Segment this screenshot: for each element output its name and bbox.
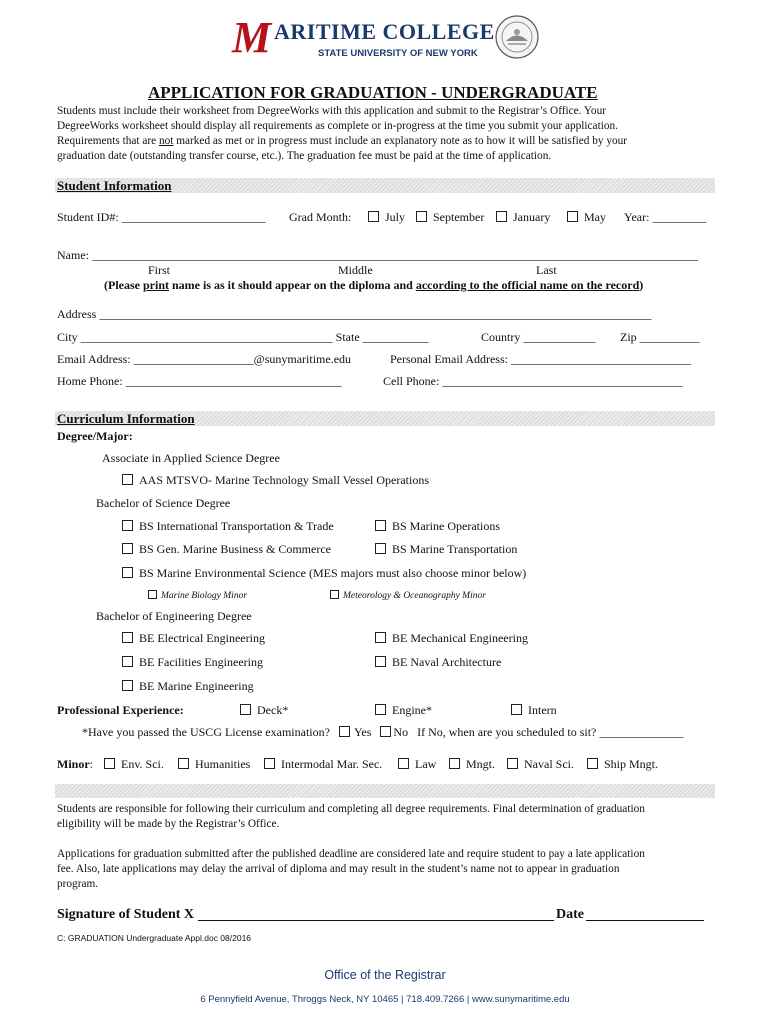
option-be-naval-arch[interactable] <box>375 655 501 669</box>
minor-row <box>57 757 93 771</box>
option-label: BS Gen. Marine Business & Commerce <box>139 542 331 556</box>
prof-intern[interactable] <box>511 703 557 717</box>
intro-line-3-not: not <box>158 135 174 147</box>
option-label: Yes <box>353 725 372 739</box>
intro-line-3-a: Requirements that are <box>57 135 159 147</box>
signature-label: Signature of Student X <box>57 907 195 922</box>
option-label: Naval Sci. <box>524 757 574 771</box>
student-id-field[interactable]: Student ID#: ________________________ <box>57 210 266 224</box>
option-label: No <box>393 725 409 739</box>
option-label: BE Marine Engineering <box>139 679 254 693</box>
option-bs-mes[interactable] <box>122 566 526 580</box>
notes-p2-line3: program. <box>57 878 99 890</box>
option-label: Intermodal Mar. Sec. <box>281 757 383 771</box>
minor-colon: : <box>89 757 94 771</box>
name-middle-label: Middle <box>338 263 373 277</box>
checkbox-icon <box>398 758 409 769</box>
option-bs-marine-transport[interactable] <box>375 542 517 556</box>
date-line[interactable] <box>586 920 704 921</box>
city-state-field[interactable]: City __________________________________________ State ___________ <box>57 330 429 344</box>
footer-address: 6 Pennyfield Avenue, Throggs Neck, NY 10465 | 718.409.7266 | www.sunymaritime.edu <box>200 994 570 1005</box>
personal-email-field[interactable]: Personal Email Address: ______________________________ <box>390 352 691 366</box>
minor-meteorology[interactable] <box>330 589 486 603</box>
option-label: Mngt. <box>466 757 496 771</box>
notes-p1-line1: Students are responsible for following their curriculum and completing all degree requirements. Final determination of graduation <box>57 803 645 815</box>
address-field[interactable]: Address ____________________________________________________________________________________________ <box>57 307 652 321</box>
home-phone-field[interactable]: Home Phone: ____________________________________ <box>57 374 342 388</box>
intro-line-3 <box>57 134 627 148</box>
notes-p2-line1: Applications for graduation submitted after the published deadline are considered late and require student to pay a late application <box>57 848 645 860</box>
footer-office: Office of the Registrar <box>324 968 446 982</box>
note-part: ) <box>639 278 644 292</box>
uscg-question-text: *Have you passed the USCG License examination? <box>82 725 330 739</box>
option-label: Intern <box>528 703 557 717</box>
country-field[interactable]: Country ____________ <box>481 330 596 344</box>
uscg-yes[interactable] <box>339 725 371 739</box>
checkbox-icon <box>496 211 507 222</box>
uscg-question <box>82 725 683 739</box>
option-label: Env. Sci. <box>121 757 164 771</box>
note-part: name is as it should appear on the diploma and <box>169 278 416 292</box>
checkbox-icon <box>122 680 133 691</box>
month-label: July <box>385 210 406 224</box>
minor-law[interactable] <box>398 757 436 771</box>
option-label: Marine Biology Minor <box>161 591 248 601</box>
document-reference: C: GRADUATION Undergraduate Appl.doc 08/2016 <box>57 933 252 943</box>
checkbox-icon <box>264 758 275 769</box>
month-label: May <box>584 210 606 224</box>
option-label: BE Naval Architecture <box>392 655 502 669</box>
option-label: BS Marine Transportation <box>392 542 518 556</box>
option-bs-marine-ops[interactable] <box>375 519 500 533</box>
checkbox-icon <box>240 704 251 715</box>
option-label: Law <box>415 757 437 771</box>
aas-heading: Associate in Applied Science Degree <box>102 451 280 465</box>
logo-college-name: ARITIME COLLEGE <box>274 19 495 44</box>
option-label: BS International Transportation & Trade <box>139 519 334 533</box>
option-label: Humanities <box>195 757 251 771</box>
cell-phone-field[interactable]: Cell Phone: ________________________________________ <box>383 374 683 388</box>
grad-month-label: Grad Month: <box>289 210 352 224</box>
checkbox-icon <box>511 704 522 715</box>
checkbox-icon <box>339 726 350 737</box>
option-aas-mtsvo[interactable] <box>122 473 429 487</box>
professional-experience-label: Professional Experience: <box>57 703 184 717</box>
grad-month-july[interactable] <box>368 210 405 224</box>
note-part: according to the official name on the record <box>415 278 640 292</box>
checkbox-icon <box>122 474 133 485</box>
option-bs-int-transport[interactable] <box>122 519 334 533</box>
option-label: Ship Mngt. <box>604 757 659 771</box>
degree-major-label: Degree/Major: <box>57 429 133 443</box>
checkbox-icon <box>375 704 386 715</box>
checkbox-icon <box>375 656 386 667</box>
checkbox-icon <box>104 758 115 769</box>
checkbox-icon <box>122 567 133 578</box>
name-first-label: First <box>148 263 171 277</box>
zip-field[interactable]: Zip __________ <box>620 330 700 344</box>
uscg-schedule-field[interactable]: If No, when are you scheduled to sit? ______________ <box>417 725 684 739</box>
notes-p1-line2: eligibility will be made by the Registrar’s Office. <box>57 818 280 830</box>
email-field[interactable]: Email Address: ____________________@sunymaritime.edu <box>57 352 352 366</box>
page-title: APPLICATION FOR GRADUATION - UNDERGRADUATE <box>148 83 598 102</box>
checkbox-icon <box>375 520 386 531</box>
grad-month-may[interactable] <box>567 210 606 224</box>
option-label: BS Marine Environmental Science (MES majors must also choose minor below) <box>139 566 527 580</box>
name-field[interactable]: Name: _____________________________________________________________________________________________________ <box>57 248 698 262</box>
curriculum-heading: Curriculum Information <box>57 411 195 426</box>
uscg-no[interactable] <box>380 725 408 739</box>
minor-intermodal[interactable] <box>264 757 382 771</box>
checkbox-icon <box>122 632 133 643</box>
minor-humanities[interactable] <box>178 757 250 771</box>
prof-deck[interactable] <box>240 703 288 717</box>
option-label: BE Electrical Engineering <box>139 631 265 645</box>
checkbox-icon <box>122 520 133 531</box>
college-seal-icon <box>494 14 540 60</box>
option-label: BE Mechanical Engineering <box>392 631 528 645</box>
name-last-label: Last <box>536 263 557 277</box>
minor-ship-mngt[interactable] <box>587 757 658 771</box>
option-label: AAS MTSVO- Marine Technology Small Vessel Operations <box>139 473 430 487</box>
signature-line[interactable] <box>198 920 554 921</box>
minor-naval-sci[interactable] <box>507 757 574 771</box>
student-info-heading: Student Information <box>57 178 172 193</box>
date-label: Date <box>556 907 584 922</box>
intro-line-3-c: marked as met or in progress must include an explanatory note as to how it will be satisfied by your <box>173 135 628 147</box>
checkbox-icon <box>178 758 189 769</box>
option-label: BE Facilities Engineering <box>139 655 263 669</box>
option-label: BS Marine Operations <box>392 519 500 533</box>
grad-year-field[interactable]: Year: _________ <box>624 210 707 224</box>
option-be-mechanical[interactable] <box>375 631 528 645</box>
checkbox-icon <box>507 758 518 769</box>
option-bs-gen-marine-business[interactable] <box>122 542 331 556</box>
checkbox-icon <box>375 543 386 554</box>
notes-divider <box>55 784 715 798</box>
checkbox-icon <box>122 543 133 554</box>
option-be-facilities[interactable] <box>122 655 263 669</box>
intro-line-2: DegreeWorks worksheet should display all requirements as complete or in-progress at the time you submit your application. <box>57 120 618 132</box>
checkbox-icon <box>375 632 386 643</box>
minor-mngt[interactable] <box>449 757 495 771</box>
name-instruction <box>104 278 643 292</box>
option-label: Meteorology & Oceanography Minor <box>343 591 486 601</box>
logo-letter-m: M <box>232 13 272 62</box>
minor-env-sci[interactable] <box>104 757 164 771</box>
option-be-marine-eng[interactable] <box>122 679 254 693</box>
month-label: September <box>433 210 485 224</box>
grad-month-january[interactable] <box>496 210 550 224</box>
option-label: Deck* <box>257 703 289 717</box>
checkbox-icon <box>449 758 460 769</box>
notes-p2-line2: fee. Also, late applications may delay the arrival of diploma and may result in the student’s name not to appear in graduation <box>57 863 620 875</box>
option-be-electrical[interactable] <box>122 631 265 645</box>
checkbox-icon <box>416 211 427 222</box>
month-label: January <box>513 210 551 224</box>
checkbox-icon <box>567 211 578 222</box>
prof-engine[interactable] <box>375 703 432 717</box>
note-part: print <box>142 278 169 292</box>
minor-label: Minor <box>57 757 90 771</box>
checkbox-icon <box>587 758 598 769</box>
logo-university: STATE UNIVERSITY OF NEW YORK <box>318 48 478 59</box>
checkbox-icon <box>330 590 339 599</box>
intro-line-4: graduation date (outstanding transfer course, etc.). The graduation fee must be paid at the time of application. <box>57 150 552 162</box>
intro-line-1: Students must include their worksheet from DegreeWorks with this application and submit to the Registrar’s Office. Your <box>57 105 606 117</box>
checkbox-icon <box>148 590 157 599</box>
option-label: Engine* <box>392 703 432 717</box>
minor-marine-biology[interactable] <box>148 589 247 603</box>
checkbox-icon <box>380 726 391 737</box>
note-part: (Please <box>104 278 143 292</box>
checkbox-icon <box>368 211 379 222</box>
be-heading: Bachelor of Engineering Degree <box>96 609 252 623</box>
checkbox-icon <box>122 656 133 667</box>
grad-month-september[interactable] <box>416 210 484 224</box>
bs-heading: Bachelor of Science Degree <box>96 496 231 510</box>
